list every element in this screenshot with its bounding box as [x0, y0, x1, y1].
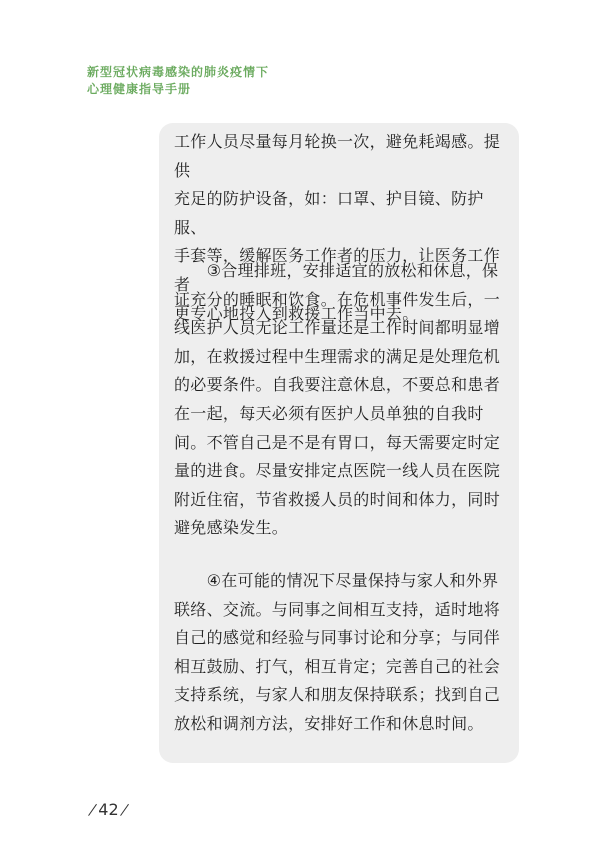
- handbook-header: [87, 64, 269, 98]
- page-footer: [87, 800, 130, 819]
- paragraph-2: ③合理排班，安排适宜的放松和休息，保 证充分的睡眠和饮食。在危机事件发生后，一 线医护人员无论工作量还是工作时间都明显增 加，在救援过程中生理需求的满足是处理危机 的必要条件。自我要注意休息，不要总和患者 在一起，每天必须有医护人员单独的自我时 间。不管自己是不是有胃口，每天需要定时定 量的进食。尽量安排定点医院一线人员在医院 附近住宿，节省救援人员的时间和体力，同时 避免感染发生。: [174, 261, 501, 538]
- header-title-line1: 新型冠状病毒感染的肺炎疫情下: [87, 65, 270, 79]
- paragraph-1: 工作人员尽量每月轮换一次，避免耗竭感。提供 充足的防护设备，如：口罩、护目镜、防护服、 手套等，缓解医务工作者的压力，让医务工作者 更专心地投入到救援工作当中去。: [174, 132, 501, 323]
- header-title-line2: 心理健康指导手册: [87, 82, 192, 96]
- slash-right-decoration: [120, 804, 129, 816]
- paragraph-3: ④在可能的情况下尽量保持与家人和外界 联络、交流。与同事之间相互支持，适时地将 自己的感觉和经验与同事讨论和分享；与同伴 相互鼓励、打气，相互肯定；完善自己的社会 支持系统，与家人和朋友保持联系；找到自己 放松和调剂方法，安排好工作和休息时间。: [174, 571, 501, 733]
- slash-left-decoration: [88, 804, 97, 816]
- page-number: 42: [98, 800, 119, 819]
